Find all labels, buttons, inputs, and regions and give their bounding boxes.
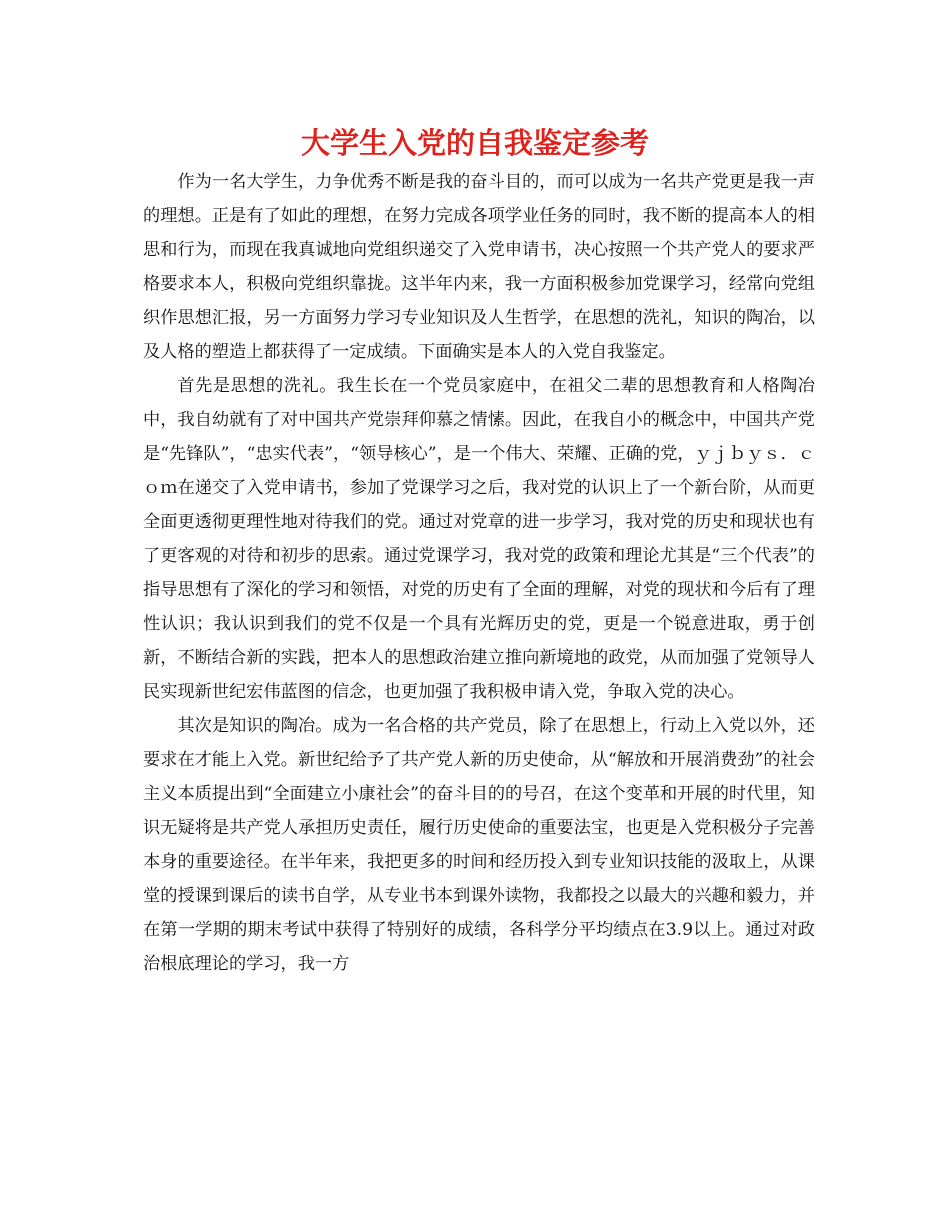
paragraph-2: 首先是思想的洗礼。我生长在一个党员家庭中，在祖父二辈的思想教育和人格陶冶中，我自幼就有了对中国共产党崇拜仰慕之情愫。因此，在我自小的概念中，中国共产党是“先锋队”，“忠实代表”，“领导核心”，是一个伟大、荣耀、正确的党，ｙｊｂｙｓ．ｃｏｍ在递交了入党申请书，参加了党课学习之后，我对党的认识上了一个新台阶，从而更全面更透彻更理性地对待我们的党。通过对党章的进一步学习，我对党的历史和现状也有了更客观的对待和初步的思索。通过党课学习，我对党的政策和理论尤其是“三个代表”的指导思想有了深化的学习和领悟，对党的历史有了全面的理解，对党的现状和今后有了理性认识；我认识到我们的党不仅是一个具有光辉历史的党，更是一个锐意进取，勇于创新，不断结合新的实践，把本人的思想政治建立推向新境地的政党，从而加强了党领导人民实现新世纪宏伟蓝图的信念，也更加强了我积极申请入党，争取入党的决心。 [143,376,815,702]
document-body [143,165,815,981]
paragraph-3: 其次是知识的陶冶。成为一名合格的共产党员，除了在思想上，行动上入党以外，还要求在才能上入党。新世纪给予了共产党人新的历史使命，从“解放和开展消费劲”的社会主义本质提出到“全面建立小康社会”的奋斗目的的号召，在这个变革和开展的时代里，知识无疑将是共产党人承担历史责任，履行历史使命的重要法宝，也更是入党积极分子完善本身的重要途径。在半年来，我把更多的时间和经历投入到专业知识技能的汲取上，从课堂的授课到课后的读书自学，从专业书本到课外读物，我都投之以最大的兴趣和毅力，并在第一学期的期末考试中获得了特别好的成绩，各科学分平均绩点在3.9以上。通过对政治根底理论的学习，我一方 [143,716,815,974]
paragraph-1: 作为一名大学生，力争优秀不断是我的奋斗目的，而可以成为一名共产党更是我一声的理想。正是有了如此的理想，在努力完成各项学业任务的同时，我不断的提高本人的相思和行为，而现在我真诚地向党组织递交了入党申请书，决心按照一个共产党人的要求严格要求本人，积极向党组织靠拢。这半年内来，我一方面积极参加党课学习，经常向党组织作思想汇报，另一方面努力学习专业知识及人生哲学，在思想的洗礼，知识的陶冶，以及人格的塑造上都获得了一定成绩。下面确实是本人的入党自我鉴定。 [143,172,815,362]
document-title: 大学生入党的自我鉴定参考 [300,126,649,160]
